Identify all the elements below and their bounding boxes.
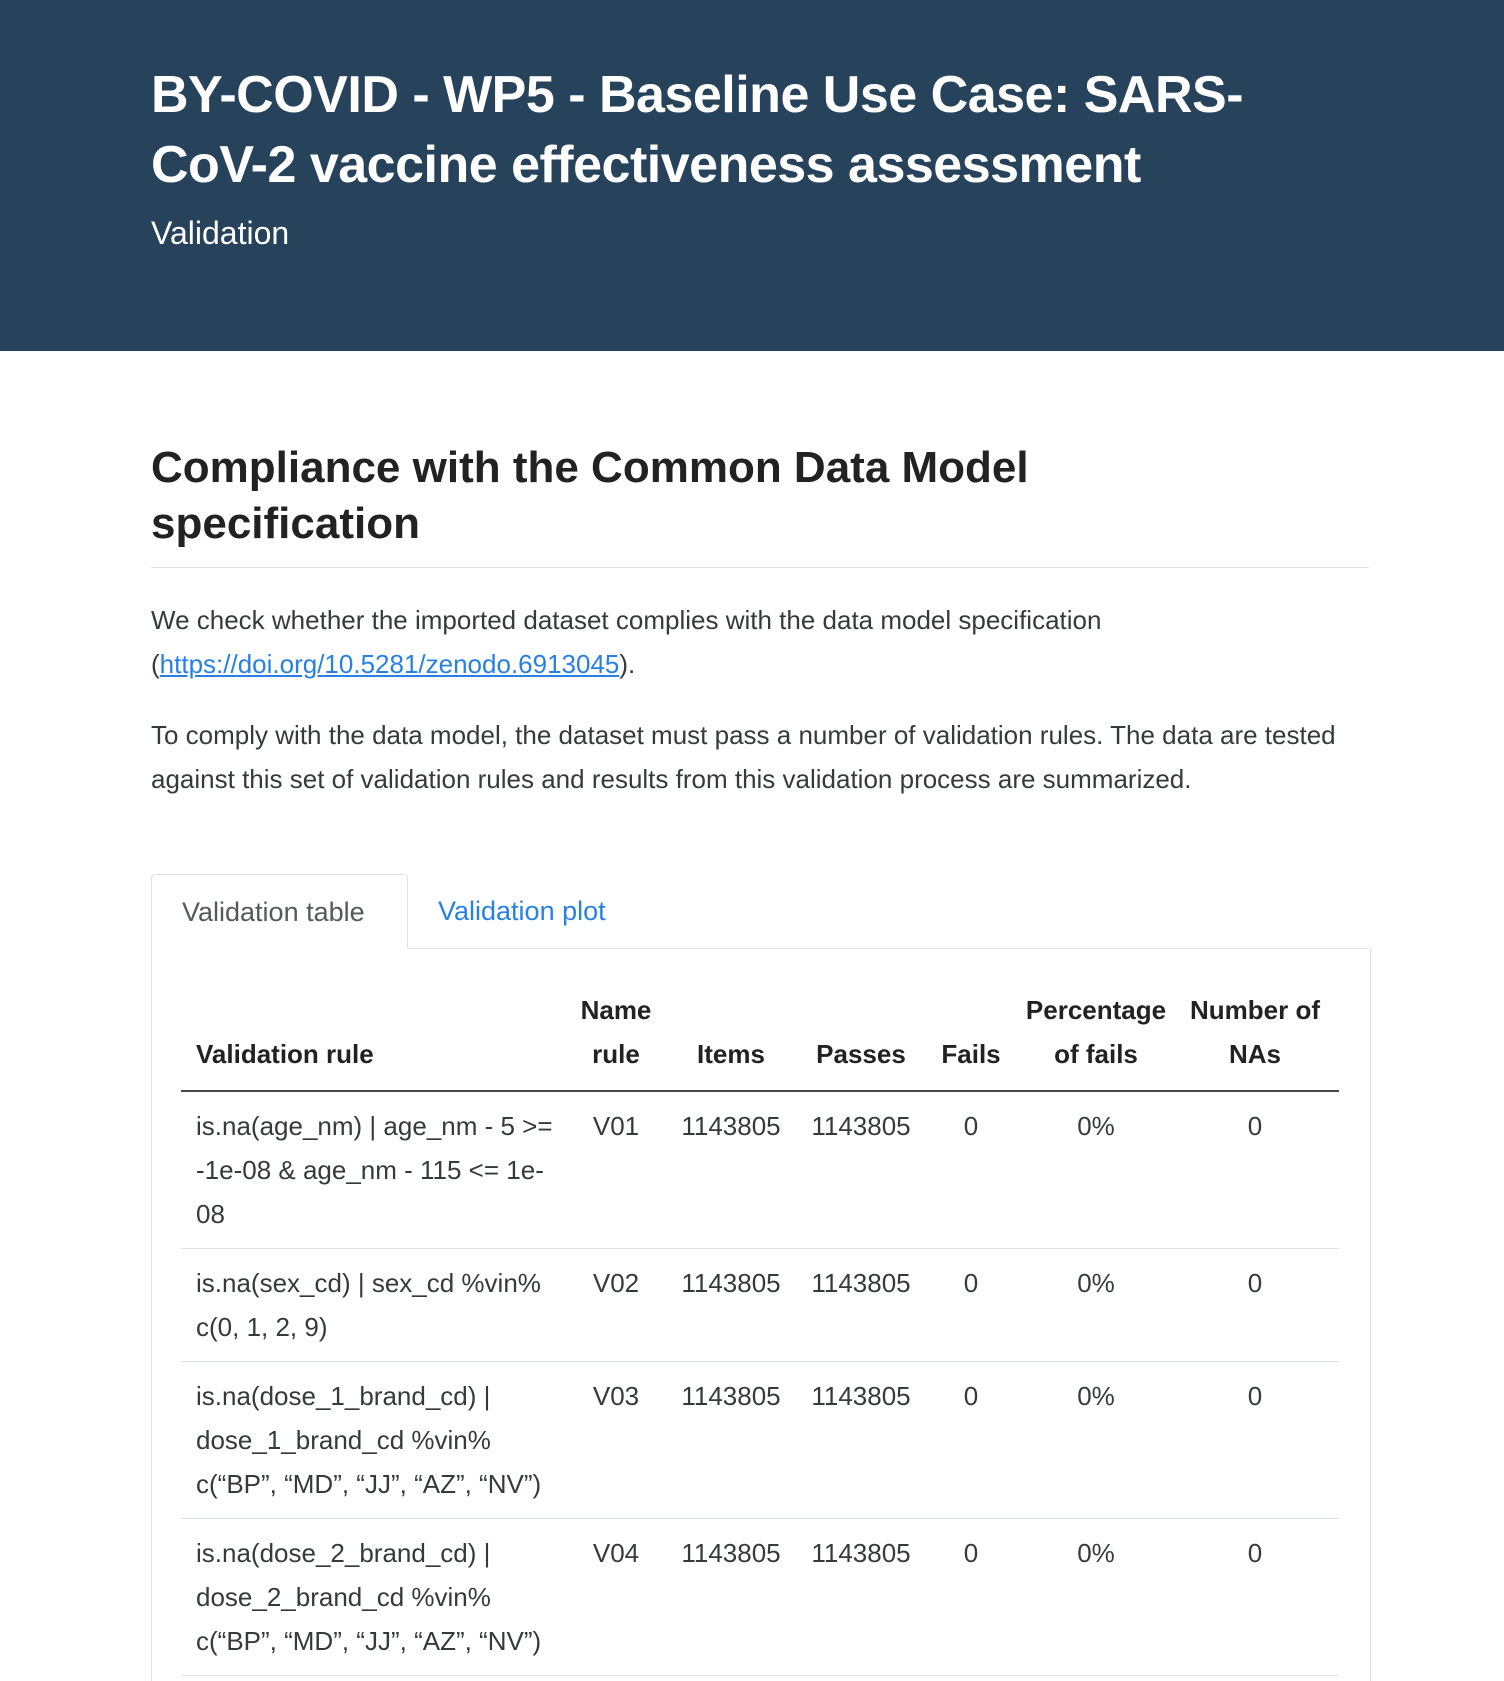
cell-fails: 0 xyxy=(926,1091,1016,1249)
table-row xyxy=(181,1249,1339,1362)
cell-rule-expression: is.na(sex_cd) | sex_cd %vin% c(0, 1, 2, 9) xyxy=(181,1249,566,1362)
intro-paragraph xyxy=(151,598,1369,686)
number-nas-value: 0 xyxy=(1247,1111,1263,1141)
validation-table xyxy=(181,988,1339,1676)
section-heading: Compliance with the Common Data Model specification xyxy=(151,443,1029,548)
tab-validation-plot[interactable]: Validation plot xyxy=(438,896,606,926)
table-row xyxy=(181,1362,1339,1519)
table-row xyxy=(181,1091,1339,1249)
cell-number-nas xyxy=(1176,1519,1339,1676)
col-passes[interactable]: Passes xyxy=(796,988,926,1091)
cell-items: 1143805 xyxy=(666,1519,796,1676)
divider xyxy=(151,567,1369,568)
cell-rule-expression: is.na(dose_1_brand_cd) | dose_1_brand_cd %vin% c(“BP”, “MD”, “JJ”, “AZ”, “NV”) xyxy=(181,1362,566,1519)
cell-number-nas xyxy=(1176,1362,1339,1519)
cell-number-nas xyxy=(1176,1091,1339,1249)
page-header xyxy=(0,0,1504,351)
number-nas-value: 0 xyxy=(1247,1268,1263,1298)
table-header-row xyxy=(181,988,1339,1091)
cell-number-nas xyxy=(1176,1249,1339,1362)
cell-passes: 1143805 xyxy=(796,1091,926,1249)
tab-bar xyxy=(151,874,1369,949)
cell-rule-name: V04 xyxy=(566,1519,666,1676)
intro-text-end: ). xyxy=(619,649,636,679)
description-paragraph: To comply with the data model, the dataset must pass a number of validation rules. The data are tested against this set of validation rules and results from this validation process are summarized. xyxy=(151,720,1336,794)
cell-fails: 0 xyxy=(926,1362,1016,1519)
cell-passes: 1143805 xyxy=(796,1519,926,1676)
cell-fails: 0 xyxy=(926,1519,1016,1676)
number-nas-value: 0 xyxy=(1247,1538,1263,1568)
col-fails[interactable]: Fails xyxy=(926,988,1016,1091)
cell-rule-name: V02 xyxy=(566,1249,666,1362)
zenodo-link[interactable]: https://doi.org/10.5281/zenodo.6913045 xyxy=(159,649,620,679)
cell-rule-expression: is.na(dose_2_brand_cd) | dose_2_brand_cd %vin% c(“BP”, “MD”, “JJ”, “AZ”, “NV”) xyxy=(181,1519,566,1676)
cell-rule-name: V01 xyxy=(566,1091,666,1249)
col-validation-rule[interactable]: Validation rule xyxy=(181,988,566,1091)
cell-passes: 1143805 xyxy=(796,1249,926,1362)
cell-percentage-fails: 0% xyxy=(1016,1249,1176,1362)
page-title: BY-COVID - WP5 - Baseline Use Case: SARS-CoV-2 vaccine effectiveness assessment xyxy=(151,66,1244,194)
intro-text: We check whether the imported dataset complies with the data model specification ( xyxy=(151,605,1102,679)
cell-items: 1143805 xyxy=(666,1362,796,1519)
cell-passes: 1143805 xyxy=(796,1362,926,1519)
table-scroll-container[interactable] xyxy=(181,948,1339,1681)
col-number-nas-label: Number of NAs xyxy=(1190,995,1320,1069)
cell-percentage-fails: 0% xyxy=(1016,1091,1176,1249)
cell-percentage-fails: 0% xyxy=(1016,1362,1176,1519)
col-number-nas[interactable] xyxy=(1176,988,1339,1091)
col-items[interactable]: Items xyxy=(666,988,796,1091)
cell-items: 1143805 xyxy=(666,1091,796,1249)
cell-items: 1143805 xyxy=(666,1249,796,1362)
number-nas-value: 0 xyxy=(1247,1381,1263,1411)
col-percentage-fails[interactable]: Percentage of fails xyxy=(1016,988,1176,1091)
page-subtitle: Validation xyxy=(151,215,290,251)
col-name-rule[interactable]: Name rule xyxy=(566,988,666,1091)
cell-fails: 0 xyxy=(926,1249,1016,1362)
cell-rule-expression: is.na(age_nm) | age_nm - 5 >= -1e-08 & age_nm - 115 <= 1e-08 xyxy=(181,1091,566,1249)
tab-validation-table[interactable]: Validation table xyxy=(151,874,408,949)
cell-percentage-fails: 0% xyxy=(1016,1519,1176,1676)
cell-rule-name: V03 xyxy=(566,1362,666,1519)
table-row xyxy=(181,1519,1339,1676)
tab-panel xyxy=(151,948,1371,1681)
